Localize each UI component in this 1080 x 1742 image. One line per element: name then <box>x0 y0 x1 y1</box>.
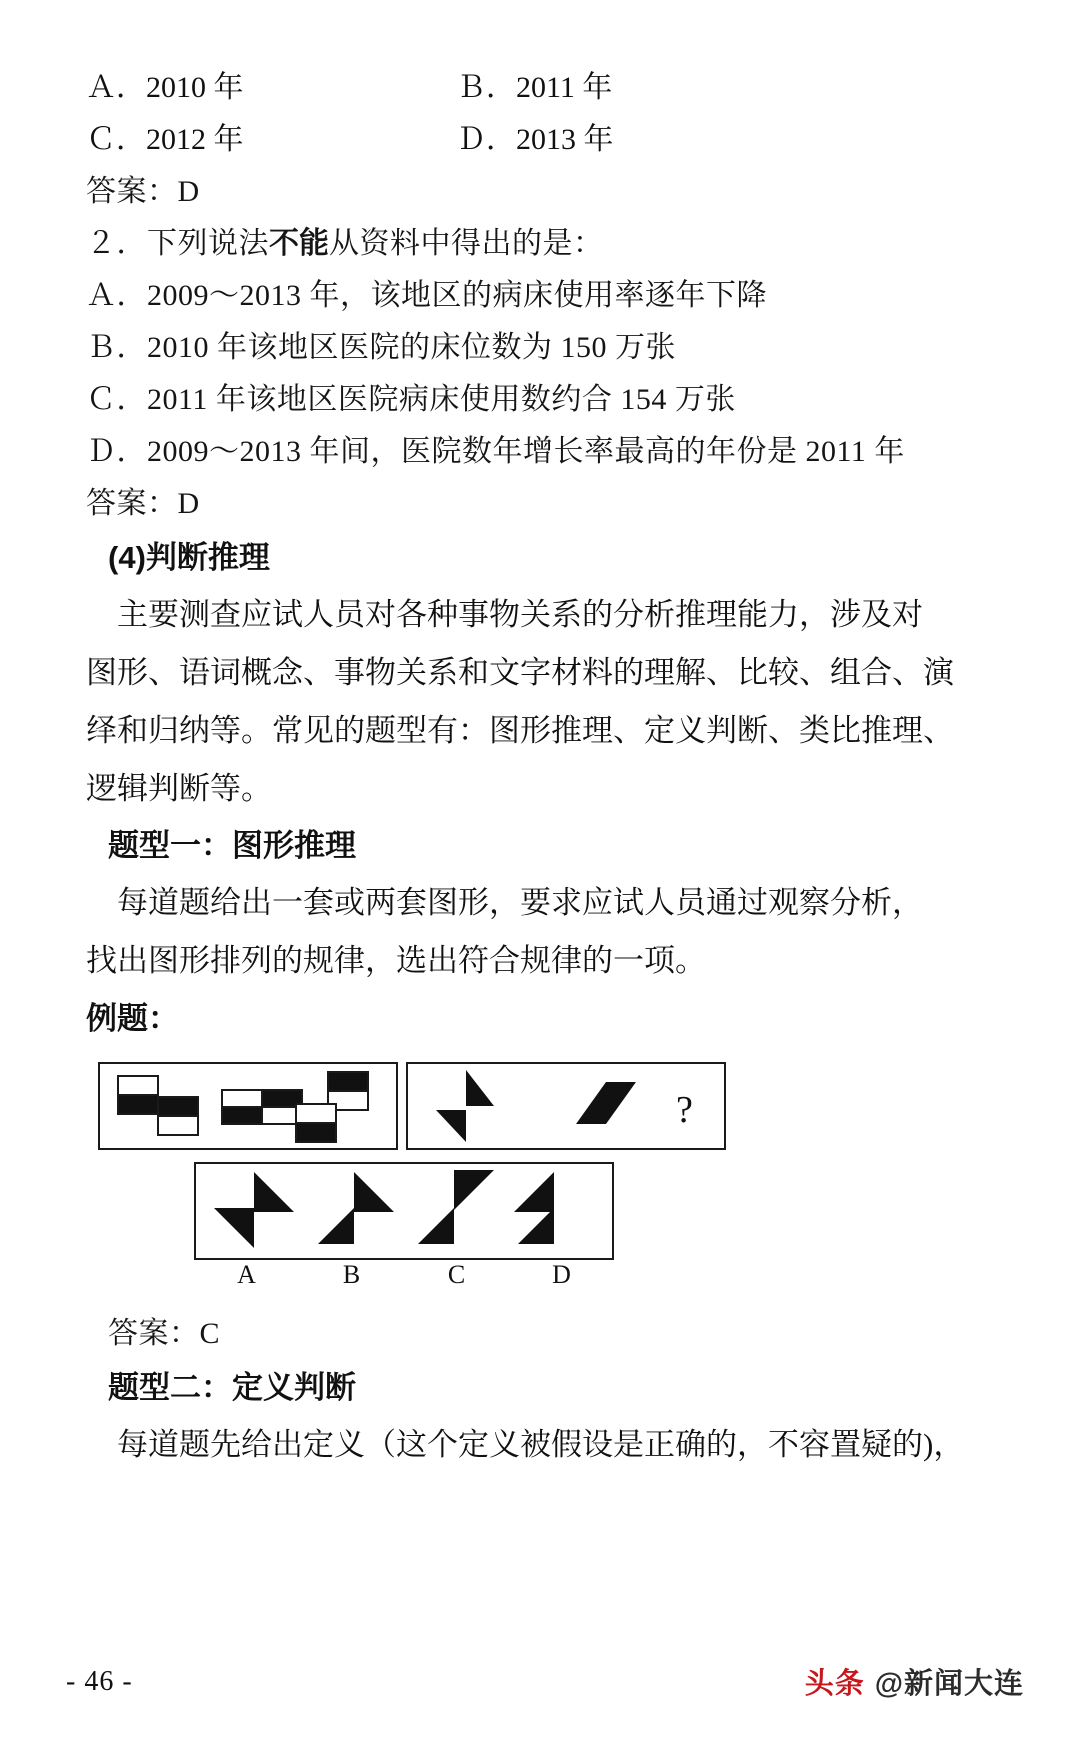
watermark-logo: 头条 <box>804 1668 865 1700</box>
section-paragraph-line-1: 主要测查应试人员对各种事物关系的分析推理能力，涉及对 <box>86 597 923 632</box>
question-mark-glyph: ? <box>676 1089 693 1131</box>
section-paragraph-line-4: 逻辑判断等。 <box>86 771 272 806</box>
q2-stem-prefix: ２．下列说法 <box>86 227 269 260</box>
section-paragraph-line-2: 图形、语词概念、事物关系和文字材料的理解、比较、组合、演 <box>86 655 954 690</box>
second-set-shapes-svg <box>408 1064 724 1148</box>
q1-option-c: Ｃ．2012 年 <box>86 123 244 156</box>
answer-shape-d <box>514 1172 554 1244</box>
section-heading-panduan-tuili: (4)判断推理 <box>108 540 270 575</box>
watermark <box>805 1661 1024 1702</box>
subsection-heading-tixing-2: 题型二：定义判断 <box>108 1370 356 1405</box>
answer-shape-c <box>418 1170 494 1244</box>
option-label-c: C <box>447 1260 466 1289</box>
watermark-text: @新闻大连 <box>874 1668 1024 1700</box>
section-paragraph-line-3: 绎和归纳等。常见的题型有：图形推理、定义判断、类比推理、 <box>86 713 954 748</box>
q1-option-d: Ｄ．2013 年 <box>456 123 614 156</box>
tixing2-paragraph-line-1: 每道题先给出定义（这个定义被假设是正确的，不容置疑的)， <box>86 1427 965 1462</box>
q2-option-b: Ｂ．2010 年该地区医院的床位数为 150 万张 <box>86 331 676 364</box>
stem-shape-2 <box>222 1090 302 1124</box>
q2-option-a: Ａ．2009～2013 年，该地区的病床使用率逐年下降 <box>86 279 767 312</box>
example-label: 例题： <box>86 1001 179 1036</box>
q1-option-b: Ｂ．2011 年 <box>456 71 613 104</box>
lightning-shape <box>436 1070 494 1142</box>
q1-option-row-cd <box>86 114 966 166</box>
tixing1-paragraph-line-1: 每道题给出一套或两套图形，要求应试人员通过观察分析， <box>86 885 923 920</box>
stem-shape-3 <box>296 1072 368 1142</box>
figure-answer-options-box <box>194 1162 614 1260</box>
q1-option-row-ab <box>86 62 966 114</box>
q2-stem-suffix: 从资料中得出的是： <box>329 227 604 260</box>
figure-second-set-box <box>406 1062 726 1150</box>
figure-stem-box <box>98 1062 398 1150</box>
q1-answer: 答案：D <box>86 175 200 208</box>
answer-shape-b <box>318 1172 394 1244</box>
parallelogram-shape <box>576 1082 636 1124</box>
stem-shapes-svg <box>100 1064 396 1148</box>
q2-option-c: Ｃ．2011 年该地区医院病床使用数约合 154 万张 <box>86 383 736 416</box>
tixing1-answer: 答案：C <box>108 1317 221 1350</box>
answer-option-labels <box>194 1258 614 1292</box>
q2-stem-emphasis: 不能 <box>269 227 329 260</box>
option-label-d: D <box>552 1260 571 1289</box>
figure-graphic-reasoning <box>86 1058 966 1308</box>
q2-answer: 答案：D <box>86 487 200 520</box>
option-label-a: A <box>237 1260 256 1289</box>
q2-stem <box>86 218 966 270</box>
subsection-heading-tixing-1: 题型一：图形推理 <box>108 828 356 863</box>
option-label-b: B <box>342 1260 361 1289</box>
stem-shape-1 <box>118 1076 198 1135</box>
page-number: - 46 - <box>66 1666 133 1697</box>
answer-shapes-svg <box>196 1164 612 1258</box>
q2-option-d: Ｄ．2009～2013 年间，医院数年增长率最高的年份是 2011 年 <box>86 435 905 468</box>
text-column <box>86 62 966 1474</box>
tixing1-paragraph-line-2: 找出图形排列的规律，选出符合规律的一项。 <box>86 943 706 978</box>
answer-shape-a <box>214 1172 294 1248</box>
q1-option-a: Ａ．2010 年 <box>86 71 244 104</box>
